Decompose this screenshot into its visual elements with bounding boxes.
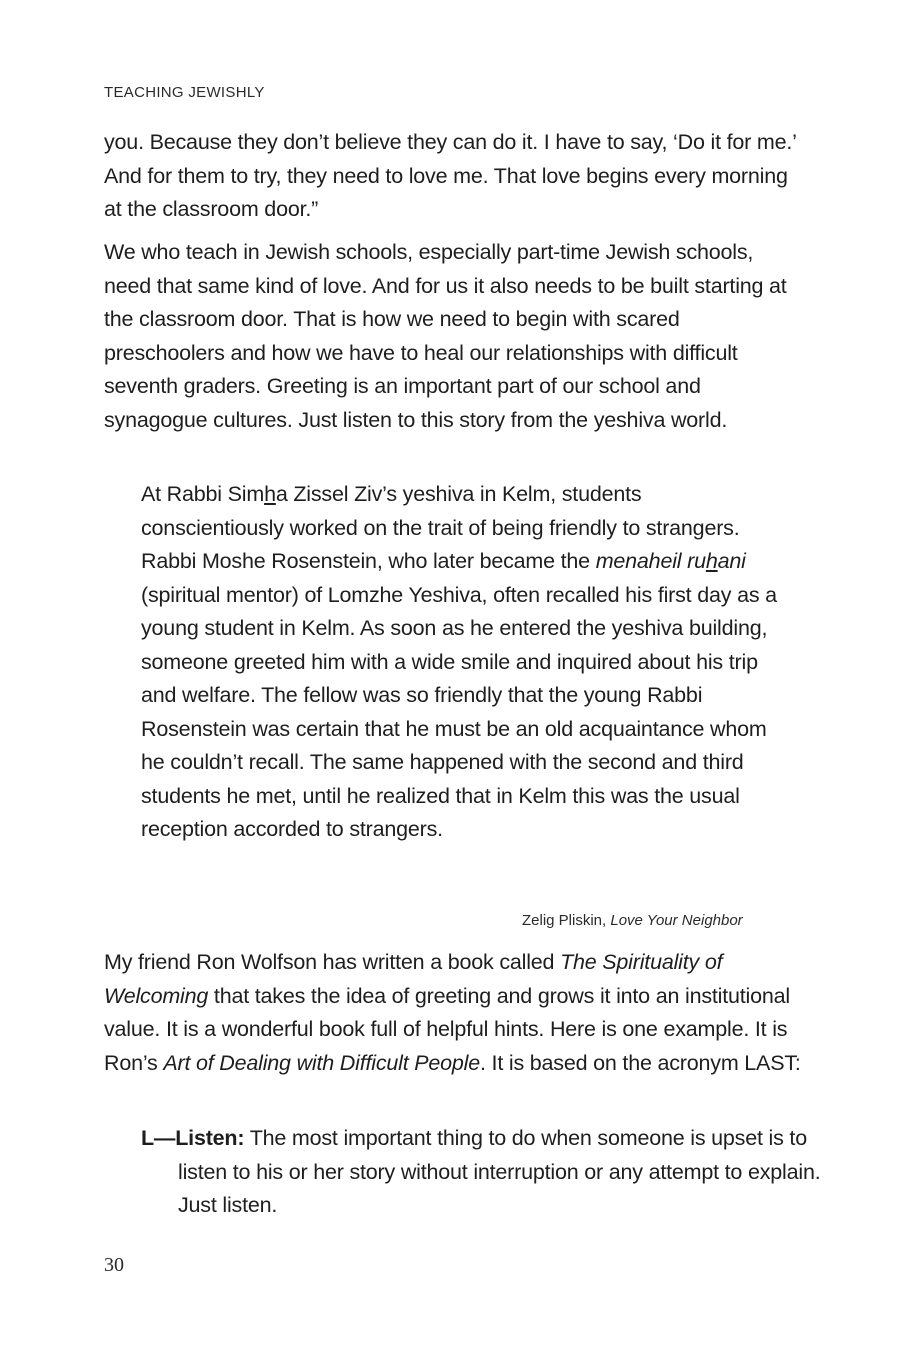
quote-seg1: At Rabbi Sim bbox=[141, 482, 265, 506]
quote-italic-part1: menaheil ru bbox=[595, 549, 706, 573]
book-title-spirituality: The Spirituality of Welcoming bbox=[104, 950, 723, 1008]
paragraph-1-text: you. Because they don’t believe they can do it. I have to say, ‘Do it for me.’ And for them to try, they need to love me. That love begins every morning at the classroom door.” bbox=[104, 130, 796, 221]
list-item bbox=[141, 1122, 821, 1223]
paragraph-1 bbox=[104, 126, 804, 227]
list-item-term: L—Listen: bbox=[141, 1126, 245, 1150]
running-head: TEACHING JEWISHLY bbox=[104, 84, 265, 101]
paragraph-2 bbox=[104, 236, 804, 437]
quote-italic-underlined-h: h bbox=[705, 549, 718, 573]
quote-seg3: (spiritual mentor) of Lomzhe Yeshiva, often recalled his first day as a young student in Kelm. As soon as he entered the yeshiva building, someone greeted him with a wide smile and inquired about his trip and welfare. The fellow was so friendly that the young Rabbi Rosenstein was certain that he must be an old acquaintance whom he couldn’t recall. The same happened with the second and third students he met, until he realized that in Kelm this was the usual reception accorded to strangers. bbox=[141, 582, 777, 841]
list-item-text: The most important thing to do when someone is upset is to listen to his or her story without interruption or any attempt to explain. Just listen. bbox=[178, 1126, 821, 1217]
quote-italic-term bbox=[596, 549, 746, 573]
paragraph-3-text bbox=[104, 946, 804, 1080]
paragraph-2-text: We who teach in Jewish schools, especially part-time Jewish schools, need that same kind of love. And for us it also needs to be built starting at the classroom door. That is how we need to begin with scared preschoolers and how we have to heal our relationships with difficult seventh graders. Greeting is an important part of our school and synagogue cultures. Just listen to this story from the yeshiva world. bbox=[104, 240, 787, 432]
last-acronym-list bbox=[141, 1122, 821, 1223]
quote-attribution bbox=[522, 912, 743, 929]
blockquote bbox=[141, 478, 781, 847]
quote-seg2: a Zissel Ziv’s yeshiva in Kelm, students conscientiously worked on the trait of being friendly to strangers. Rabbi Moshe Rosenstein, who later became the bbox=[141, 482, 740, 573]
quote-underlined-h: h bbox=[264, 482, 276, 506]
p3-seg1: My friend Ron Wolfson has written a book called bbox=[104, 950, 561, 974]
quote-italic-part2: ani bbox=[717, 549, 746, 573]
paragraph-3 bbox=[104, 946, 804, 1080]
attribution-title: Love Your Neighbor bbox=[610, 912, 743, 929]
attribution-author: Zelig Pliskin, bbox=[522, 912, 611, 929]
page-number: 30 bbox=[104, 1254, 124, 1276]
p3-seg3: . It is based on the acronym LAST: bbox=[480, 1050, 801, 1075]
book-title-art-of-dealing: Art of Dealing with Difficult People bbox=[163, 1050, 481, 1075]
p3-seg2: that takes the idea of greeting and grows it into an institutional value. It is a wonderful book full of helpful hints. Here is one example. It is Ron’s bbox=[104, 983, 790, 1075]
